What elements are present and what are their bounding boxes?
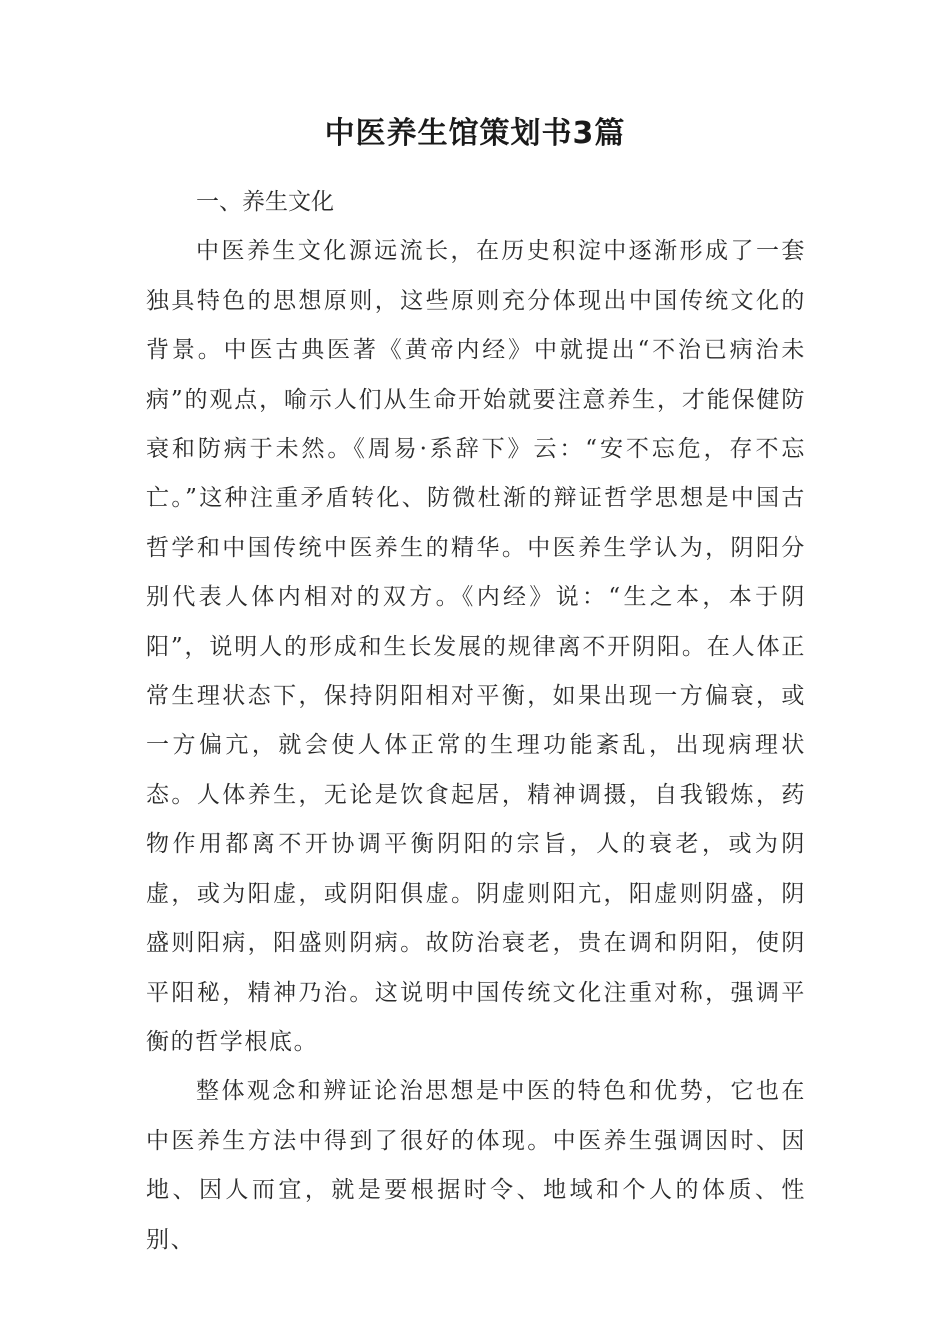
document-body <box>146 178 806 1265</box>
section-heading: 一、养生文化 <box>196 189 334 215</box>
paragraph-2: 整体观念和辨证论治思想是中医的特色和优势，它也在中医养生方法中得到了很好的体现。中医养生强调因时、因地、因人而宜，就是要根据时令、地域和个人的体质、性别、 <box>146 1078 806 1253</box>
paragraph-1: 中医养生文化源远流长，在历史积淀中逐渐形成了一套独具特色的思想原则，这些原则充分体现出中国传统文化的背景。中医古典医著《黄帝内经》中就提出“不治已病治未病”的观点，喻示人们从生命开始就要注意养生，才能保健防衰和防病于未然。《周易·系辞下》云：“安不忘危，存不忘亡。”这种注重矛盾转化、防微杜渐的辩证哲学思想是中国古哲学和中国传统中医养生的精华。中医养生学认为，阴阳分别代表人体内相对的双方。《内经》说：“生之本，本于阴阳”，说明人的形成和生长发展的规律离不开阴阳。在人体正常生理状态下，保持阴阳相对平衡，如果出现一方偏衰，或一方偏亢，就会使人体正常的生理功能紊乱，出现病理状态。人体养生，无论是饮食起居，精神调摄，自我锻炼，药物作用都离不开协调平衡阴阳的宗旨，人的衰老，或为阴虚，或为阳虚，或阴阳俱虚。阴虚则阳亢，阳虚则阴盛，阴盛则阳病，阳盛则阴病。故防治衰老，贵在调和阴阳，使阴平阳秘，精神乃治。这说明中国传统文化注重对称，强调平衡的哲学根底。 <box>146 238 806 1055</box>
document-title: 中医养生馆策划书3篇 <box>324 116 626 151</box>
